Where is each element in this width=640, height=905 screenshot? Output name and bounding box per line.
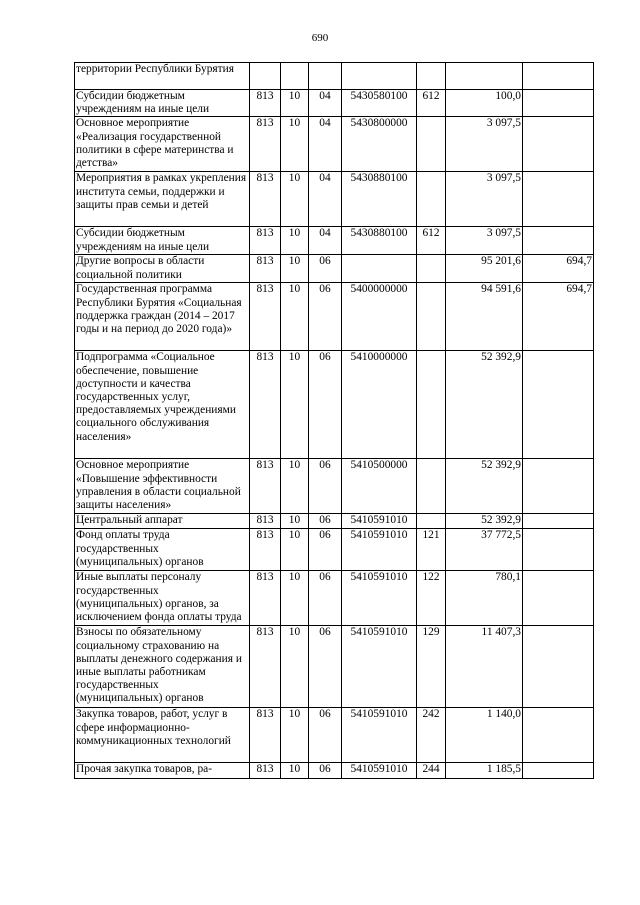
amount-cell: 11 407,3 xyxy=(446,626,523,708)
ved-code-cell: 813 xyxy=(250,571,281,626)
ved-code-cell: 813 xyxy=(250,172,281,227)
item-name-cell: территории Республики Бурятия xyxy=(75,63,250,90)
subsection-code-cell: 06 xyxy=(309,571,342,626)
target-article-cell: 5400000000 xyxy=(342,283,417,351)
amount-cell: 37 772,5 xyxy=(446,529,523,571)
item-name-cell: Субсидии бюджетным учреждениям на иные цели xyxy=(75,227,250,255)
table-row xyxy=(75,529,594,571)
ved-code-cell: 813 xyxy=(250,90,281,117)
amount-extra-cell xyxy=(523,117,594,172)
section-code-cell: 10 xyxy=(281,514,309,529)
ved-code-cell: 813 xyxy=(250,255,281,283)
amount-extra-cell xyxy=(523,571,594,626)
expense-type-cell xyxy=(417,514,446,529)
subsection-code-cell: 06 xyxy=(309,283,342,351)
expense-type-cell xyxy=(417,63,446,90)
subsection-code-cell: 04 xyxy=(309,172,342,227)
item-name-cell: Фонд оплаты труда государственных (муниципальных) органов xyxy=(75,529,250,571)
amount-cell: 52 392,9 xyxy=(446,351,523,459)
amount-extra-cell xyxy=(523,227,594,255)
expense-type-cell xyxy=(417,283,446,351)
amount-extra-cell xyxy=(523,351,594,459)
amount-cell: 100,0 xyxy=(446,90,523,117)
table-row xyxy=(75,255,594,283)
amount-extra-cell xyxy=(523,708,594,763)
target-article-cell xyxy=(342,63,417,90)
amount-extra-cell: 694,7 xyxy=(523,255,594,283)
expense-type-cell: 612 xyxy=(417,90,446,117)
ved-code-cell: 813 xyxy=(250,227,281,255)
amount-cell: 3 097,5 xyxy=(446,227,523,255)
subsection-code-cell: 06 xyxy=(309,351,342,459)
section-code-cell: 10 xyxy=(281,529,309,571)
item-name-cell: Прочая закупка товаров, ра- xyxy=(75,763,250,779)
item-name-cell: Закупка товаров, работ, услуг в сфере информационно-коммуникационных технологий xyxy=(75,708,250,763)
expense-type-cell: 612 xyxy=(417,227,446,255)
subsection-code-cell: 06 xyxy=(309,514,342,529)
target-article-cell: 5410591010 xyxy=(342,708,417,763)
amount-cell: 780,1 xyxy=(446,571,523,626)
ved-code-cell: 813 xyxy=(250,283,281,351)
item-name-cell: Субсидии бюджетным учреждениям на иные цели xyxy=(75,90,250,117)
expense-type-cell xyxy=(417,459,446,514)
item-name-cell: Другие вопросы в области социальной политики xyxy=(75,255,250,283)
subsection-code-cell: 06 xyxy=(309,763,342,779)
section-code-cell: 10 xyxy=(281,172,309,227)
amount-cell: 1 140,0 xyxy=(446,708,523,763)
expense-type-cell: 242 xyxy=(417,708,446,763)
table-row xyxy=(75,172,594,227)
section-code-cell: 10 xyxy=(281,283,309,351)
table-row xyxy=(75,571,594,626)
ved-code-cell: 813 xyxy=(250,459,281,514)
section-code-cell: 10 xyxy=(281,571,309,626)
table-row xyxy=(75,90,594,117)
item-name-cell: Основное мероприятие «Реализация государственной политики в сфере материнства и детства» xyxy=(75,117,250,172)
amount-extra-cell xyxy=(523,763,594,779)
table-row xyxy=(75,626,594,708)
table-row xyxy=(75,708,594,763)
section-code-cell: 10 xyxy=(281,227,309,255)
amount-extra-cell xyxy=(523,529,594,571)
section-code-cell: 10 xyxy=(281,90,309,117)
target-article-cell: 5410591010 xyxy=(342,571,417,626)
section-code-cell xyxy=(281,63,309,90)
subsection-code-cell xyxy=(309,63,342,90)
subsection-code-cell: 06 xyxy=(309,459,342,514)
target-article-cell: 5430880100 xyxy=(342,172,417,227)
subsection-code-cell: 04 xyxy=(309,227,342,255)
item-name-cell: Подпрограмма «Социальное обеспечение, повышение доступности и качества государственных услуг, предоставляемых учреждениями социального обслуживания населения» xyxy=(75,351,250,459)
expense-type-cell xyxy=(417,117,446,172)
table-row xyxy=(75,763,594,779)
target-article-cell: 5410000000 xyxy=(342,351,417,459)
table-row xyxy=(75,459,594,514)
amount-extra-cell xyxy=(523,626,594,708)
item-name-cell: Мероприятия в рамках укрепления института семьи, поддержки и защиты прав семьи и детей xyxy=(75,172,250,227)
amount-cell: 52 392,9 xyxy=(446,514,523,529)
section-code-cell: 10 xyxy=(281,255,309,283)
subsection-code-cell: 06 xyxy=(309,708,342,763)
table-row xyxy=(75,227,594,255)
target-article-cell: 5410591010 xyxy=(342,626,417,708)
target-article-cell: 5430800000 xyxy=(342,117,417,172)
section-code-cell: 10 xyxy=(281,459,309,514)
section-code-cell: 10 xyxy=(281,117,309,172)
section-code-cell: 10 xyxy=(281,626,309,708)
table-body xyxy=(75,63,594,779)
budget-table xyxy=(74,62,594,779)
target-article-cell: 5410591010 xyxy=(342,514,417,529)
item-name-cell: Основное мероприятие «Повышение эффективности управления в области социальной защиты населения» xyxy=(75,459,250,514)
amount-extra-cell xyxy=(523,63,594,90)
table-row xyxy=(75,514,594,529)
expense-type-cell: 121 xyxy=(417,529,446,571)
expense-type-cell: 244 xyxy=(417,763,446,779)
section-code-cell: 10 xyxy=(281,763,309,779)
subsection-code-cell: 06 xyxy=(309,255,342,283)
amount-cell: 52 392,9 xyxy=(446,459,523,514)
target-article-cell: 5410591010 xyxy=(342,763,417,779)
table-row xyxy=(75,283,594,351)
target-article-cell xyxy=(342,255,417,283)
amount-cell: 94 591,6 xyxy=(446,283,523,351)
expense-type-cell: 129 xyxy=(417,626,446,708)
ved-code-cell: 813 xyxy=(250,529,281,571)
amount-extra-cell xyxy=(523,459,594,514)
amount-cell: 3 097,5 xyxy=(446,172,523,227)
target-article-cell: 5430880100 xyxy=(342,227,417,255)
expense-type-cell xyxy=(417,172,446,227)
subsection-code-cell: 06 xyxy=(309,626,342,708)
item-name-cell: Государственная программа Республики Бурятия «Социальная поддержка граждан (2014 – 2017 годы и на период до 2020 года)» xyxy=(75,283,250,351)
expense-type-cell xyxy=(417,351,446,459)
amount-extra-cell xyxy=(523,172,594,227)
amount-cell: 3 097,5 xyxy=(446,117,523,172)
subsection-code-cell: 04 xyxy=(309,117,342,172)
subsection-code-cell: 06 xyxy=(309,529,342,571)
ved-code-cell xyxy=(250,63,281,90)
expense-type-cell: 122 xyxy=(417,571,446,626)
subsection-code-cell: 04 xyxy=(309,90,342,117)
amount-cell xyxy=(446,63,523,90)
ved-code-cell: 813 xyxy=(250,117,281,172)
item-name-cell: Центральный аппарат xyxy=(75,514,250,529)
section-code-cell: 10 xyxy=(281,708,309,763)
expense-type-cell xyxy=(417,255,446,283)
item-name-cell: Иные выплаты персоналу государственных (муниципальных) органов, за исключением фонда оплаты труда xyxy=(75,571,250,626)
amount-extra-cell: 694,7 xyxy=(523,283,594,351)
table-row xyxy=(75,63,594,90)
section-code-cell: 10 xyxy=(281,351,309,459)
target-article-cell: 5430580100 xyxy=(342,90,417,117)
ved-code-cell: 813 xyxy=(250,708,281,763)
ved-code-cell: 813 xyxy=(250,351,281,459)
ved-code-cell: 813 xyxy=(250,763,281,779)
table-row xyxy=(75,117,594,172)
ved-code-cell: 813 xyxy=(250,626,281,708)
amount-cell: 1 185,5 xyxy=(446,763,523,779)
table-row xyxy=(75,351,594,459)
amount-extra-cell xyxy=(523,514,594,529)
amount-extra-cell xyxy=(523,90,594,117)
amount-cell: 95 201,6 xyxy=(446,255,523,283)
page-number: 690 xyxy=(311,32,329,44)
target-article-cell: 5410500000 xyxy=(342,459,417,514)
target-article-cell: 5410591010 xyxy=(342,529,417,571)
ved-code-cell: 813 xyxy=(250,514,281,529)
item-name-cell: Взносы по обязательному социальному страхованию на выплаты денежного содержания и иные выплаты работникам государственных (муниципальных) органов xyxy=(75,626,250,708)
